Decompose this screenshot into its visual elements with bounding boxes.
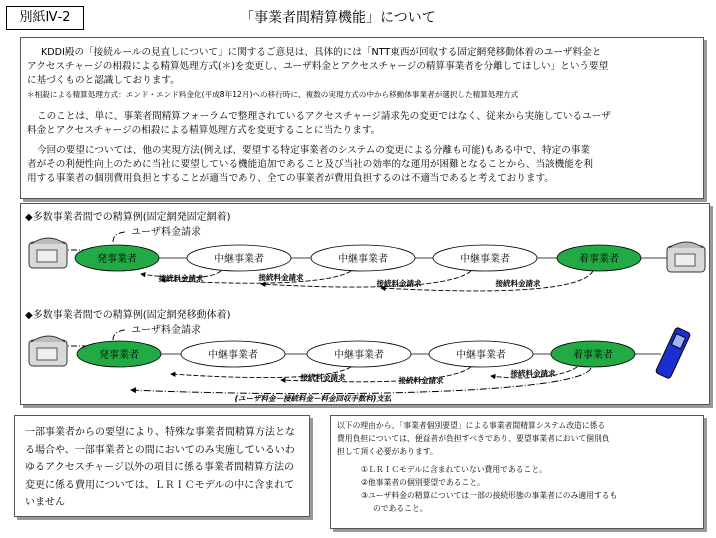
d1-node-origin: [75, 245, 159, 271]
d2-settlement-label: (ユーザ料金－接続料金－料金回収手数料)支払: [234, 394, 392, 403]
svg-text:着事業者: 着事業者: [579, 254, 619, 265]
svg-text:着事業者: 着事業者: [573, 350, 613, 361]
diagram1-user-charge: ユーザ料金請求: [131, 227, 201, 238]
intro-p2-line1: このことは、単に、事業者間精算フォーラムで整理されているアクセスチャージ請求先の変更ではなく、従来から実施しているユーザ: [37, 111, 611, 122]
d1-origin-phone-icon: [29, 238, 67, 268]
svg-text:発事業者: 発事業者: [97, 254, 137, 265]
d1-destination-phone-icon: [667, 242, 705, 272]
diagram-graphics: [21, 204, 709, 404]
intro-p1-line3: に基づくものと認識しております。: [27, 75, 180, 86]
d1-charge-label-1: 接続料金請求: [158, 274, 204, 283]
reason-item-3a: ③ユーザ料金の精算については一部の接続形態の事業者にのみ適用するも: [361, 491, 618, 500]
intro-note: ＊相殺による精算処理方式：エンド・エンド料金化(平成8年12月)への移行時に、複数の実現方式の中から移動体事業者が選択した精算処理方式: [27, 90, 519, 99]
d1-node-relay-1: [187, 245, 291, 271]
intro-box: [20, 37, 704, 199]
svg-text:中継事業者: 中継事業者: [460, 254, 510, 265]
d1-node-relay-3: [433, 245, 537, 271]
svg-text:中継事業者: 中継事業者: [456, 350, 506, 361]
d2-node-relay-1: [181, 341, 285, 367]
reason-item-1: ①ＬＲＩＣモデルに含まれていない費用であること。: [361, 465, 547, 474]
d2-node-origin: [77, 341, 161, 367]
d1-node-relay-2: [311, 245, 415, 271]
d2-origin-phone-icon: [29, 336, 67, 366]
d2-charge-label-1: 接続料金請求: [300, 373, 346, 382]
lric-note-text: 一部事業者からの要望により、特殊な事業者間精算方法となる場合や、一部事業者との間においてのみ実施しているいわゆるアクセスチャージ以外の項目に係る事業者間精算方法の変更に係る費用については、ＬＲＩＣモデルの中に含まれていません: [25, 427, 295, 508]
page-title: 「事業者間精算機能」について: [240, 10, 436, 26]
svg-text:発事業者: 発事業者: [99, 350, 139, 361]
reason-box: [330, 415, 704, 529]
intro-p1-line1: KDDI殿の「接続ルールの見直しについて」に関するご意見は、具体的には「NTT東西が回収する固定網発移動体着のユーザ料金と: [41, 47, 602, 58]
d2-mobile-phone-icon: [655, 327, 691, 379]
intro-p2-line2: 料金とアクセスチャージの相殺による精算処理方式を変更することに当たります。: [27, 125, 381, 136]
intro-p1-line2: アクセスチャージの相殺による精算処理方式(＊)を変更し、ユーザ料金とアクセスチャージの精算事業者を分離してほしい」という要望: [27, 61, 609, 72]
intro-p3-line1: 今回の要望については、他の実現方法(例えば、要望する特定事業者のシステムの変更による分離も可能)もある中で、特定の事業: [37, 145, 590, 156]
d2-node-relay-2: [307, 341, 411, 367]
d2-node-destination: [551, 341, 635, 367]
intro-p3-line2: 者がその利便性向上のために当社に要望している機能追加であること及び当社の効率的な運用が困難となることから、当該機能を利: [27, 159, 594, 170]
svg-text:中継事業者: 中継事業者: [334, 350, 384, 361]
svg-text:中継事業者: 中継事業者: [214, 254, 264, 265]
reason-item-3b: のであること。: [373, 504, 428, 513]
d2-charge-label-3: 接続料金請求: [510, 369, 556, 378]
d2-node-relay-3: [429, 341, 533, 367]
reason-line-2: 費用負担については、便益者が負担すべきであり、要望事業者において個別負: [337, 434, 610, 443]
lric-note-box: [14, 415, 310, 517]
d1-charge-label-4: 接続料金請求: [495, 279, 541, 288]
d2-charge-label-2: 接続料金請求: [398, 376, 444, 385]
d1-charge-label-3: 接続料金請求: [376, 279, 422, 288]
reason-line-3: 担して頂く必要があります。: [337, 447, 438, 456]
settlement-diagram: [20, 203, 710, 405]
svg-text:中継事業者: 中継事業者: [338, 254, 388, 265]
reason-line-1: 以下の理由から、「事業者個別要望」による事業者間精算システム改造に係る: [337, 421, 606, 430]
diagram2-heading: ◆多数事業者間での精算例(固定網発移動体着): [25, 310, 231, 321]
diagram2-user-charge: ユーザ料金請求: [131, 325, 201, 336]
svg-text:中継事業者: 中継事業者: [208, 350, 258, 361]
attachment-tag: 別紙Ⅳ-2: [6, 6, 84, 30]
d1-node-destination: [557, 245, 641, 271]
d1-charge-label-2: 接続料金請求: [258, 273, 304, 282]
diagram1-heading: ◆多数事業者間での精算例(固定網発固定網着): [25, 212, 231, 223]
intro-p3-line3: 用する事業者の個別費用負担とすることが適当であり、全ての事業者が費用負担するのは不適当であると考えております。: [27, 173, 554, 184]
reason-item-2: ②他事業者の個別要望であること。: [361, 478, 485, 487]
